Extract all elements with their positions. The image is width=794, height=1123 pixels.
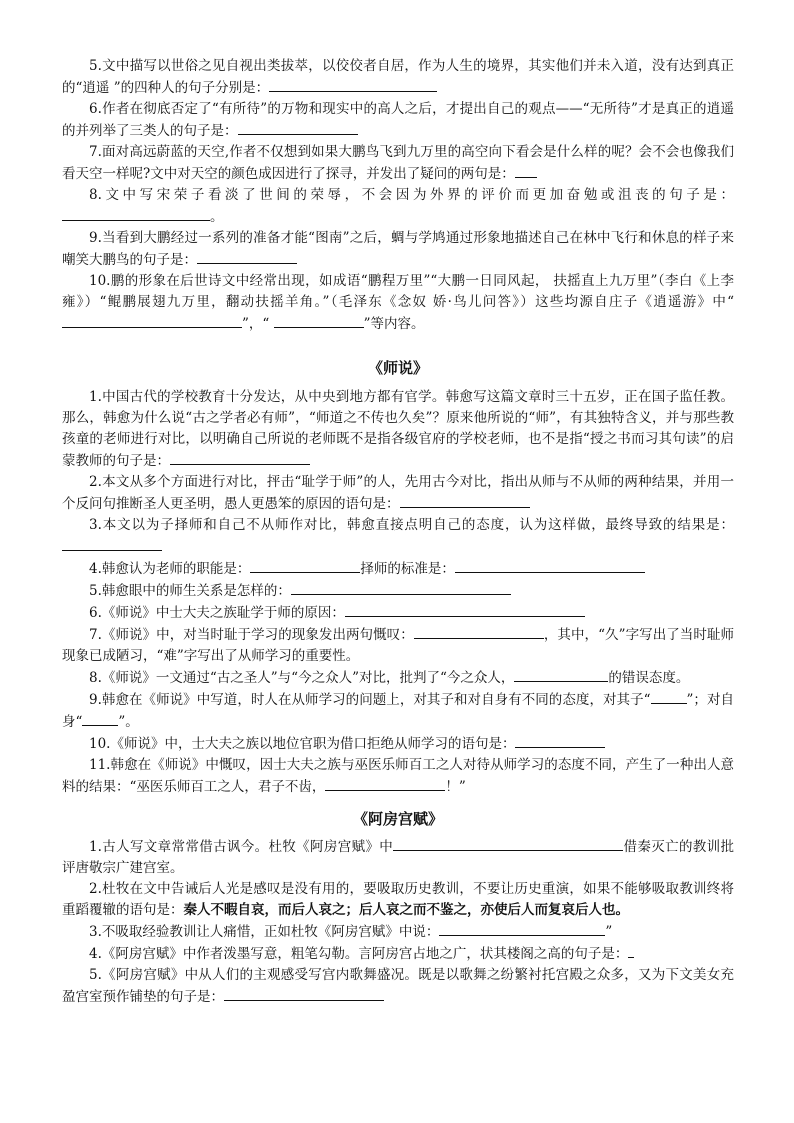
question-8: 8.《师说》一文通过“古之圣人”与“今之众人”对比，批判了“今之众人， 的错误态度。 bbox=[62, 667, 734, 689]
answer-blank[interactable] bbox=[250, 558, 360, 573]
answer-blank[interactable] bbox=[274, 313, 364, 328]
question-5: 5.《阿房宫赋》中从人们的主观感受写宫内歌舞盛况。既是以歌舞之纷繁衬托宫殿之众多，又为下文美女充盈宫室预作铺垫的句子是： bbox=[62, 967, 734, 1005]
question-3: 3.不吸取经验教训让人痛惜，正如杜牧《阿房宫赋》中说： ” bbox=[62, 921, 734, 943]
question-2: 2.本文从多个方面进行对比，抨击“耻学于师”的人，先用古今对比，指出从师与不从师的两种结果，并用一个反问句推断圣人更圣明，愚人更愚笨的原因的语句是： bbox=[62, 474, 734, 512]
question-10: 10.鹏的形象在后世诗文中经常出现，如成语“鹏程万里”“大鹏一日同风起， 扶摇直上九万里”（李白《上李雍》）“鲲鹏展翅九万里，翻动扶摇羊角。”（毛泽东《念奴 娇·鸟儿问答》）这些均源自庄子《逍遥游》中“”，“ ”等内容。 bbox=[62, 273, 734, 332]
question-5: 5.韩愈眼中的师生关系是怎样的： bbox=[62, 580, 734, 602]
answer-blank[interactable] bbox=[82, 711, 118, 726]
answer-blank[interactable] bbox=[170, 450, 310, 465]
answer-blank[interactable] bbox=[238, 120, 358, 135]
answer-blank[interactable] bbox=[515, 733, 605, 748]
answer-blank[interactable] bbox=[224, 986, 384, 1001]
answer-blank[interactable] bbox=[345, 602, 585, 617]
section-title-afang: 《阿房宫赋》 bbox=[352, 810, 443, 828]
answer-blank[interactable] bbox=[628, 943, 634, 958]
answer-blank[interactable] bbox=[291, 580, 511, 595]
answer-blank[interactable] bbox=[62, 313, 242, 328]
question-10: 10.《师说》中，士大夫之族以地位官职为借口拒绝从师学习的语句是： bbox=[62, 733, 734, 755]
question-4: 4.《阿房宫赋》中作者泼墨写意，粗笔勾勒。言阿房宫占地之广，状其楼阁之高的句子是： bbox=[62, 943, 734, 965]
answer-blank[interactable] bbox=[515, 163, 537, 178]
section-title-shishuo: 《师说》 bbox=[367, 359, 428, 377]
question-7: 7.面对高远蔚蓝的天空,作者不仅想到如果大鹏鸟飞到九万里的高空向下看会是什么样的呢？会不会也像我们看天空一样呢?文中对天空的颜色成因进行了探寻，并发出了疑问的两句是： bbox=[62, 144, 734, 182]
answer-blank[interactable] bbox=[62, 536, 162, 551]
question-2: 2.杜牧在文中告诫后人光是感叹是没有用的，要吸取历史教训，不要让历史重演，如果不能够吸取教训终将重蹈覆辙的语句是：秦人不暇自哀，而后人哀之；后人哀之而不鉴之，亦使后人而复哀后人也。 bbox=[62, 881, 734, 918]
question-11: 11.韩愈在《师说》中慨叹，因士大夫之族与巫医乐师百工之人对待从师学习的态度不同，产生了一种出人意料的结果：“巫医乐师百工之人，君子不齿， ！” bbox=[62, 757, 734, 795]
question-3: 3.本文以为子择师和自己不从师作对比，韩愈直接点明自己的态度，认为这样做，最终导致的结果是： bbox=[62, 515, 734, 558]
answer-blank[interactable] bbox=[455, 558, 645, 573]
worksheet-page bbox=[62, 56, 734, 1008]
question-5: 5.文中描写以世俗之见自视出类拔萃，以佼佼者自居，作为人生的境界，其实他们并未入道，没有达到真正的“逍遥 ”的四种人的句子分别是： bbox=[62, 58, 734, 96]
answer-blank[interactable] bbox=[325, 776, 445, 791]
answer-blank[interactable] bbox=[651, 689, 687, 704]
question-4: 4.韩愈认为老师的职能是： 择师的标准是： bbox=[62, 558, 734, 580]
question-8: 8.文中写宋荣子看淡了世间的荣辱，不会因为外界的评价而更加奋勉或沮丧的句子是：。 bbox=[62, 185, 734, 228]
answer-blank[interactable] bbox=[514, 667, 608, 682]
question-1: 1.中国古代的学校教育十分发达，从中央到地方都有官学。韩愈写这篇文章时三十五岁，正在国子监任教。那么，韩愈为什么说“古之学者必有师”，“师道之不传也久矣”？原来他所说的“师”，有其独特含义，并与那些教孩童的老师进行对比，以明确自己所说的老师既不是指各级官府的学校老师，也不是指“授之书而习其句读”的启蒙教师的句子是： bbox=[62, 389, 734, 469]
answer-blank[interactable] bbox=[414, 624, 544, 639]
answer-blank[interactable] bbox=[439, 921, 605, 936]
question-9: 9.当看到大鹏经过一系列的准备才能“图南”之后，蜩与学鸠通过形象地描述自己在林中飞行和休息的样子来嘲笑大鹏鸟的句子是： bbox=[62, 230, 734, 268]
answer-blank[interactable] bbox=[62, 206, 210, 221]
answer-blank[interactable] bbox=[400, 493, 530, 508]
question-6: 6.作者在彻底否定了“有所待”的万物和现实中的高人之后，才提出自己的观点——“无所待”才是真正的逍遥的并列举了三类人的句子是： bbox=[62, 101, 734, 139]
question-9: 9.韩愈在《师说》中写道，时人在从师学习的问题上，对其子和对自身有不同的态度，对其子“ ”；对自身“ ”。 bbox=[62, 689, 734, 733]
answer-blank[interactable] bbox=[269, 77, 437, 92]
answer-text: 秦人不暇自哀，而后人哀之；后人哀之而不鉴之，亦使后人而复哀后人也。 bbox=[183, 902, 629, 918]
answer-blank[interactable] bbox=[197, 249, 297, 264]
question-7: 7.《师说》中，对当时耻于学习的现象发出两句慨叹： ，其中，“久”字写出了当时耻师现象已成陋习，“难”字写出了从师学习的重要性。 bbox=[62, 624, 734, 667]
answer-blank[interactable] bbox=[393, 836, 623, 851]
question-1: 1.古人写文章常常借古讽今。杜牧《阿房宫赋》中 借秦灭亡的教训批评唐敬宗广建宫室。 bbox=[62, 836, 734, 879]
question-6: 6.《师说》中士大夫之族耻学于师的原因： bbox=[62, 602, 734, 624]
